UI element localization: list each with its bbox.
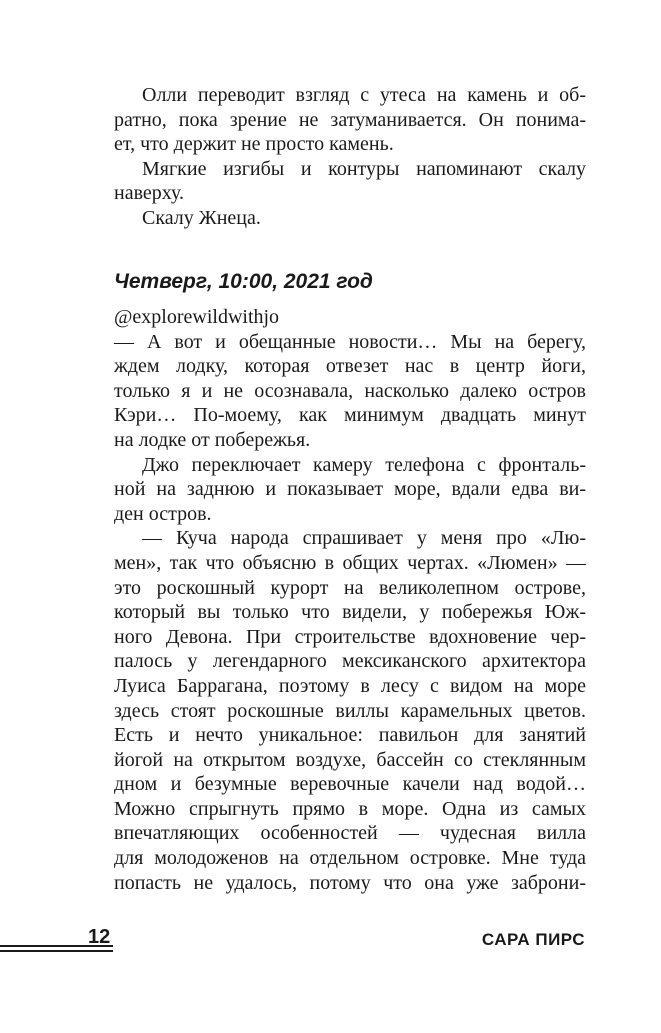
text-line: для молодоженов на отдельном островке. Мне туда (114, 847, 586, 870)
text-line: @explorewildwithjo (114, 306, 280, 328)
text-line: Луиса Баррагана, поэтому в лесу с видом на море (114, 674, 586, 697)
text-line: мен», так что объясню в общих чертах. «Люмен» — (114, 551, 586, 574)
text-line: Олли переводит взгляд с утеса на камень и об- (142, 84, 586, 106)
text-line: на лодке от побережья. (114, 428, 311, 451)
text-line: ет, что держит не просто камень. (114, 133, 394, 156)
text-line: Можно спрыгнуть прямо в море. Одна из самых (114, 797, 586, 820)
text-line: ждем лодку, которая отвезет нас в центр йоги, (114, 355, 586, 378)
text-line: здесь стоят роскошные виллы карамельных цветов. (114, 699, 586, 722)
text-line: палось у легендарного мексиканского архитектора (114, 650, 586, 673)
text-line: ратно, пока зрение не затуманивается. Он понима- (114, 108, 586, 131)
running-title: САРА ПИРС (481, 930, 585, 949)
text-line: Джо переключает камеру телефона с фронталь- (142, 453, 586, 476)
text-line: Мягкие изгибы и контуры напоминают скалу (142, 157, 586, 180)
text-line: ден остров. (114, 502, 212, 525)
text-line: — Куча народа спрашивает у меня про «Лю- (142, 527, 586, 550)
text-line: Кэри… По-моему, как минимум двадцать минут (114, 404, 586, 427)
text-line: ной на заднюю и показывает море, вдали едва ви- (114, 478, 586, 501)
text-line: который вы только что видели, у побережья Юж- (114, 601, 586, 624)
body-paragraphs (114, 305, 586, 895)
text-line: Есть и нечто уникальное: павильон для занятий (114, 724, 586, 747)
text-line: только я и не осознавала, насколько далеко остров (114, 379, 586, 402)
text-line: впечатляющих особенностей — чудесная вилла (114, 822, 586, 845)
text-line: попасть не удалось, потому что она уже заброни- (114, 871, 586, 894)
footer-rule (0, 950, 113, 952)
text-line: ного Девона. При строительстве вдохновение чер- (114, 625, 586, 648)
top-paragraphs (114, 83, 586, 231)
text-line: Скалу Жнеца. (142, 206, 261, 229)
text-line: это роскошный курорт на великолепном острове, (114, 576, 586, 599)
text-line: — А вот и обещанные новости… Мы на берегу, (114, 330, 586, 353)
text-line: йогой на открытом воздухе, бассейн со стеклянным (114, 748, 586, 771)
page-number: 12 (88, 926, 111, 948)
text-line: наверху. (114, 182, 185, 205)
section-heading: Четверг, 10:00, 2021 год (114, 270, 373, 293)
text-line: дном и безумные веревочные качели над водой… (114, 773, 586, 796)
